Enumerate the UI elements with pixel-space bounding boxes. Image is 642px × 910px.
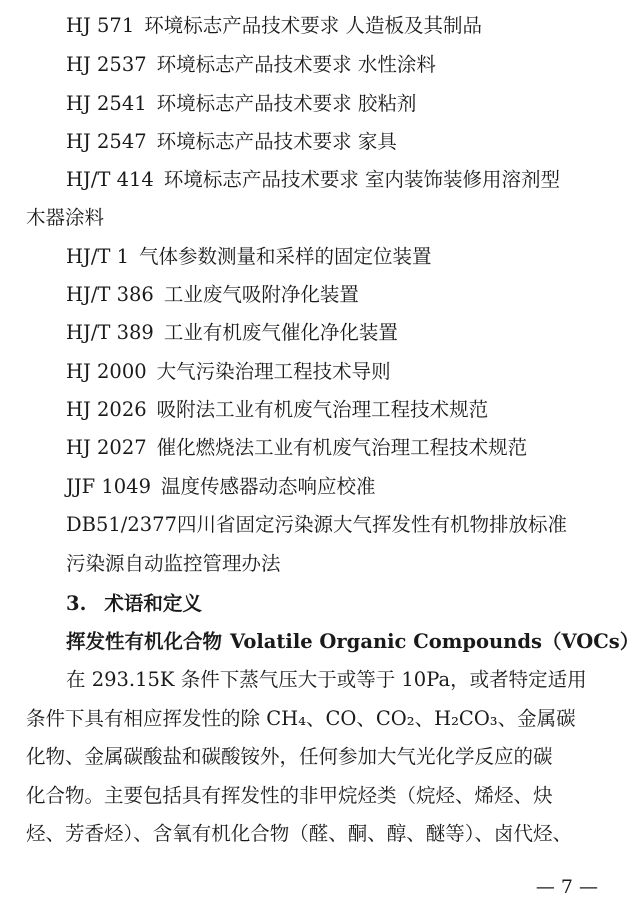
section-number: 3. [66, 592, 87, 615]
standard-hj-2026 [66, 398, 488, 422]
standard-code: HJ/T 386 [66, 283, 154, 306]
standard-code: JJF 1049 [66, 475, 151, 498]
standard-title: 催化燃烧法工业有机废气治理工程技术规范 [156, 436, 528, 459]
standard-code: HJ/T 1 [66, 245, 130, 268]
standard-title: 环境标志产品技术要求 家具 [156, 130, 397, 153]
definition-text: 化物、金属碳酸盐和碳酸铵外，任何参加大气光化学反应的碳 [26, 745, 553, 768]
page-number: — 7 — [535, 876, 598, 898]
standard-hj-t-1 [66, 245, 432, 269]
standard-code: HJ 2541 [66, 92, 147, 115]
definition-text: 在 293.15K 条件下蒸气压大于或等于 10Pa，或者特定适用 [66, 668, 587, 691]
standard-hj-2541 [66, 92, 416, 116]
standard-jjf-1049 [66, 475, 376, 499]
standard-code: HJ 571 [66, 14, 135, 37]
standard-title-continuation: 木器涂料 [26, 206, 105, 229]
term-heading [66, 630, 639, 654]
term-english: Volatile Organic Compounds（VOCs） [230, 630, 640, 653]
standard-code: HJ/T 389 [66, 321, 154, 344]
standard-title: 气体参数测量和采样的固定位装置 [139, 245, 432, 268]
section-title: 术语和定义 [104, 592, 202, 615]
term-chinese: 挥发性有机化合物 [66, 630, 223, 653]
standard-db51-2377 [66, 513, 567, 537]
definition-line [26, 784, 553, 808]
standard-hj-t-386 [66, 283, 359, 307]
standard-title: 吸附法工业有机废气治理工程技术规范 [156, 398, 489, 421]
definition-line [26, 745, 553, 769]
standard-code: HJ 2026 [66, 398, 147, 421]
definition-line [66, 668, 587, 692]
standard-hj-t-414-continuation [26, 206, 104, 230]
standard-code: HJ 2000 [66, 360, 147, 383]
standard-title: 环境标志产品技术要求 胶粘剂 [156, 92, 417, 115]
definition-line [26, 707, 576, 731]
definition-text: 烃、芳香烃）、含氧有机化合物（醛、酮、醇、醚等）、卤代烃、 [26, 822, 573, 845]
standard-title: 大气污染治理工程技术导则 [156, 360, 391, 383]
definition-line [26, 822, 572, 846]
standard-code: DB51/2377 [66, 513, 177, 536]
extra-reference-item [66, 552, 281, 576]
reference-title: 污染源自动监控管理办法 [66, 552, 281, 575]
standard-code: HJ 2547 [66, 130, 147, 153]
standard-title: 工业废气吸附净化装置 [163, 283, 359, 306]
standard-hj-2547 [66, 130, 397, 154]
standard-title: 温度传感器动态响应校准 [161, 475, 376, 498]
standard-code: HJ 2537 [66, 53, 147, 76]
standard-hj-2537 [66, 53, 436, 77]
standard-code: HJ/T 414 [66, 168, 154, 191]
standard-hj-2027 [66, 436, 527, 460]
standard-title: 环境标志产品技术要求 人造板及其制品 [144, 14, 482, 37]
standard-title: 工业有机废气催化净化装置 [163, 321, 398, 344]
standard-hj-t-389 [66, 321, 398, 345]
definition-text: 化合物。主要包括具有挥发性的非甲烷烃类（烷烃、烯烃、炔 [26, 784, 553, 807]
standard-title: 四川省固定污染源大气挥发性有机物排放标准 [176, 513, 567, 536]
definition-text: 条件下具有相应挥发性的除 CH₄、CO、CO₂、H₂CO₃、金属碳 [26, 707, 576, 730]
standard-hj-t-414 [66, 168, 560, 192]
standard-hj-2000 [66, 360, 391, 384]
standard-hj-571 [66, 14, 482, 38]
standard-title: 环境标志产品技术要求 水性涂料 [156, 53, 436, 76]
standard-code: HJ 2027 [66, 436, 147, 459]
section-heading [66, 592, 202, 616]
standard-title: 环境标志产品技术要求 室内装饰装修用溶剂型 [163, 168, 561, 191]
